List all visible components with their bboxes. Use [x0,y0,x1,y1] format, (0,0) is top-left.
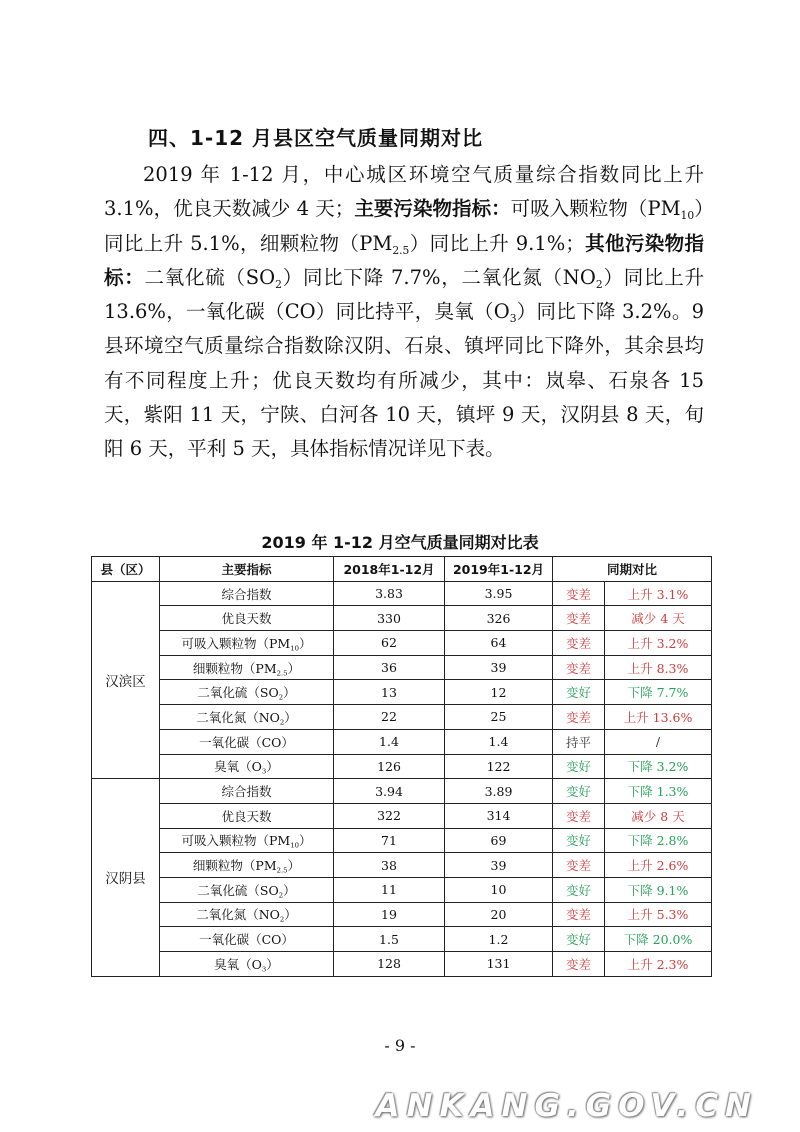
value-2018-cell: 38 [334,853,445,878]
change-cell: 上升 3.1% [605,581,712,606]
table-row [92,680,712,705]
indicator-cell [160,631,334,656]
change-cell: 减少 8 天 [605,803,712,828]
change-cell: 下降 20.0% [605,927,712,952]
indicator-cell [160,705,334,730]
table-title: 2019 年 1-12 月空气质量同期对比表 [261,533,539,552]
indicator-subscript: 2.5 [276,866,288,875]
header-2018: 2018年1-12月 [334,557,445,582]
indicator-suffix: ） [283,685,296,701]
para-subscript: 2 [275,277,282,291]
indicator-cell [160,828,334,853]
value-2019-cell: 69 [445,828,553,853]
indicator-suffix: ） [287,660,301,676]
indicator-cell [160,581,334,606]
value-2018-cell: 1.5 [334,927,445,952]
header-county: 县（区） [92,557,160,582]
indicator-label: 可吸入颗粒物（PM [181,635,291,651]
indicator-suffix: ） [266,956,279,972]
indicator-subscript: 3 [261,767,267,776]
indicator-label: 一氧化碳（CO） [199,932,294,948]
change-cell: 上升 2.3% [605,952,712,977]
para-text: 可吸入颗粒物（PM [510,197,681,221]
header-2019: 2019年1-12月 [445,557,553,582]
indicator-subscript: 2 [279,915,285,924]
table-row [92,877,712,902]
value-2018-cell: 13 [334,680,445,705]
table-row [92,902,712,927]
para-subscript: 2.5 [392,243,410,257]
change-cell: 下降 3.2% [605,754,712,779]
value-2018-cell: 3.83 [334,581,445,606]
indicator-suffix: ） [283,882,296,898]
table-body [92,581,712,976]
indicator-subscript: 2 [278,693,284,702]
indicator-cell [160,803,334,828]
section-heading: 四、1-12 月县区空气质量同期对比 [148,126,484,150]
indicator-label: 优良天数 [221,611,272,627]
value-2019-cell: 39 [445,853,553,878]
change-cell: 上升 5.3% [605,902,712,927]
indicator-suffix: ） [287,858,301,874]
value-2018-cell: 36 [334,655,445,680]
indicator-cell [160,927,334,952]
indicator-cell [160,853,334,878]
value-2018-cell: 1.4 [334,729,445,754]
status-cell: 变差 [553,631,605,656]
status-cell: 变好 [553,680,605,705]
value-2018-cell: 19 [334,902,445,927]
indicator-label: 可吸入颗粒物（PM [181,833,291,849]
indicator-cell [160,902,334,927]
county-cell: 汉阴县 [92,779,160,977]
indicator-label: 细颗粒物（PM [192,660,277,676]
indicator-label: 臭氧（O [214,956,262,972]
indicator-cell [160,877,334,902]
para-subscript: 3 [509,311,517,325]
change-cell: 下降 1.3% [605,779,712,804]
value-2018-cell: 322 [334,803,445,828]
table-row [92,581,712,606]
value-2019-cell: 326 [445,606,553,631]
value-2019-cell: 3.89 [445,779,553,804]
value-2019-cell: 12 [445,680,553,705]
value-2019-cell: 314 [445,803,553,828]
header-indicator: 主要指标 [160,557,334,582]
status-cell: 变差 [553,952,605,977]
status-cell: 变差 [553,902,605,927]
para-text: 二氧化硫（SO [144,265,276,289]
table-row [92,828,712,853]
status-cell: 变好 [553,779,605,804]
table-row [92,705,712,730]
indicator-suffix: ） [266,759,279,775]
para-text: ）同比上升 5.1%，细颗粒物（PM [104,197,704,255]
para-text: 2019 年 1-12 月，中心城区环境空气质量综合指数同比上升 3.1%，优良天数减少 4 天； [104,163,704,221]
value-2019-cell: 1.4 [445,729,553,754]
indicator-subscript: 2.5 [276,669,288,677]
body-paragraph [104,158,704,467]
status-cell: 变好 [553,828,605,853]
change-cell: 减少 4 天 [605,606,712,631]
change-cell: 上升 8.3% [605,655,712,680]
table-row [92,803,712,828]
indicator-label: 综合指数 [221,784,272,800]
change-cell: 上升 3.2% [605,631,712,656]
value-2019-cell: 20 [445,902,553,927]
status-cell: 变差 [553,803,605,828]
indicator-label: 二氧化硫（SO [197,882,279,898]
indicator-subscript: 2 [278,891,284,900]
indicator-cell [160,754,334,779]
status-cell: 变好 [553,927,605,952]
indicator-label: 优良天数 [221,808,272,824]
status-cell: 变差 [553,705,605,730]
value-2019-cell: 10 [445,877,553,902]
indicator-suffix: ） [298,833,312,849]
para-subscript: 2 [595,277,603,291]
value-2018-cell: 22 [334,705,445,730]
indicator-subscript: 2 [279,718,285,727]
header-compare: 同期对比 [553,557,712,582]
value-2019-cell: 3.95 [445,581,553,606]
status-cell: 变好 [553,877,605,902]
table-header-row [92,557,712,582]
value-2019-cell: 1.2 [445,927,553,952]
value-2018-cell: 71 [334,828,445,853]
para-text: ）同比下降 7.7%，二氧化氮（NO [281,265,596,289]
value-2018-cell: 128 [334,952,445,977]
table-row [92,754,712,779]
table-row [92,853,712,878]
status-cell: 变差 [553,655,605,680]
para-bold-label: 主要污染物指标： [354,197,511,221]
para-text: ）同比下降 3.2%。9 县环境空气质量综合指数除汉阴、石泉、镇坪同比下降外，其余县均有不同程度上升；优良天数均有所减少，其中：岚皋、石泉各 15 天，紫阳 11 天，宁陕、白河各 10 天，镇坪 9 天，汉阴县 8 天，旬阳 6 天，平利 5 天，具体指标情况详见下表。 [104,300,704,461]
status-cell: 变差 [553,606,605,631]
status-cell: 变差 [553,853,605,878]
value-2019-cell: 64 [445,631,553,656]
table-row [92,779,712,804]
indicator-label: 二氧化氮（NO [196,907,280,923]
value-2019-cell: 39 [445,655,553,680]
indicator-label: 一氧化碳（CO） [199,734,294,750]
para-subscript: 10 [680,209,695,223]
indicator-label: 细颗粒物（PM [192,858,277,874]
indicator-cell [160,606,334,631]
watermark-logo: ANKANG.GOV.CN [375,1088,758,1124]
value-2019-cell: 122 [445,754,553,779]
indicator-cell [160,655,334,680]
value-2018-cell: 11 [334,877,445,902]
value-2018-cell: 330 [334,606,445,631]
indicator-label: 二氧化硫（SO [197,685,279,701]
table-row [92,952,712,977]
indicator-suffix: ） [284,709,297,725]
para-text: ）同比上升 13.6%，一氧化碳（CO）同比持平，臭氧（O [104,265,704,324]
indicator-cell [160,952,334,977]
indicator-cell [160,779,334,804]
value-2018-cell: 3.94 [334,779,445,804]
page-number: - 9 - [384,1036,416,1055]
status-cell: 变好 [553,754,605,779]
indicator-suffix: ） [298,635,312,651]
change-cell: / [605,729,712,754]
value-2019-cell: 25 [445,705,553,730]
indicator-subscript: 3 [261,965,267,974]
indicator-label: 臭氧（O [214,759,262,775]
value-2019-cell: 131 [445,952,553,977]
indicator-subscript: 10 [290,841,299,850]
change-cell: 下降 9.1% [605,877,712,902]
status-cell: 持平 [553,729,605,754]
indicator-label: 综合指数 [221,586,272,602]
value-2018-cell: 62 [334,631,445,656]
status-cell: 变差 [553,581,605,606]
table-row [92,729,712,754]
indicator-suffix: ） [284,907,297,923]
county-cell: 汉滨区 [92,581,160,779]
change-cell: 下降 2.8% [605,828,712,853]
change-cell: 下降 7.7% [605,680,712,705]
indicator-cell [160,680,334,705]
table-row [92,606,712,631]
change-cell: 上升 13.6% [605,705,712,730]
value-2018-cell: 126 [334,754,445,779]
comparison-table [91,556,712,977]
table-row [92,927,712,952]
para-bold-label: 其他污染物指标： [104,231,704,289]
indicator-cell [160,729,334,754]
change-cell: 上升 2.6% [605,853,712,878]
table-row [92,631,712,656]
table-row [92,655,712,680]
indicator-label: 二氧化氮（NO [196,709,280,725]
indicator-subscript: 10 [290,644,299,653]
para-text: ）同比上升 9.1%； [409,231,585,255]
